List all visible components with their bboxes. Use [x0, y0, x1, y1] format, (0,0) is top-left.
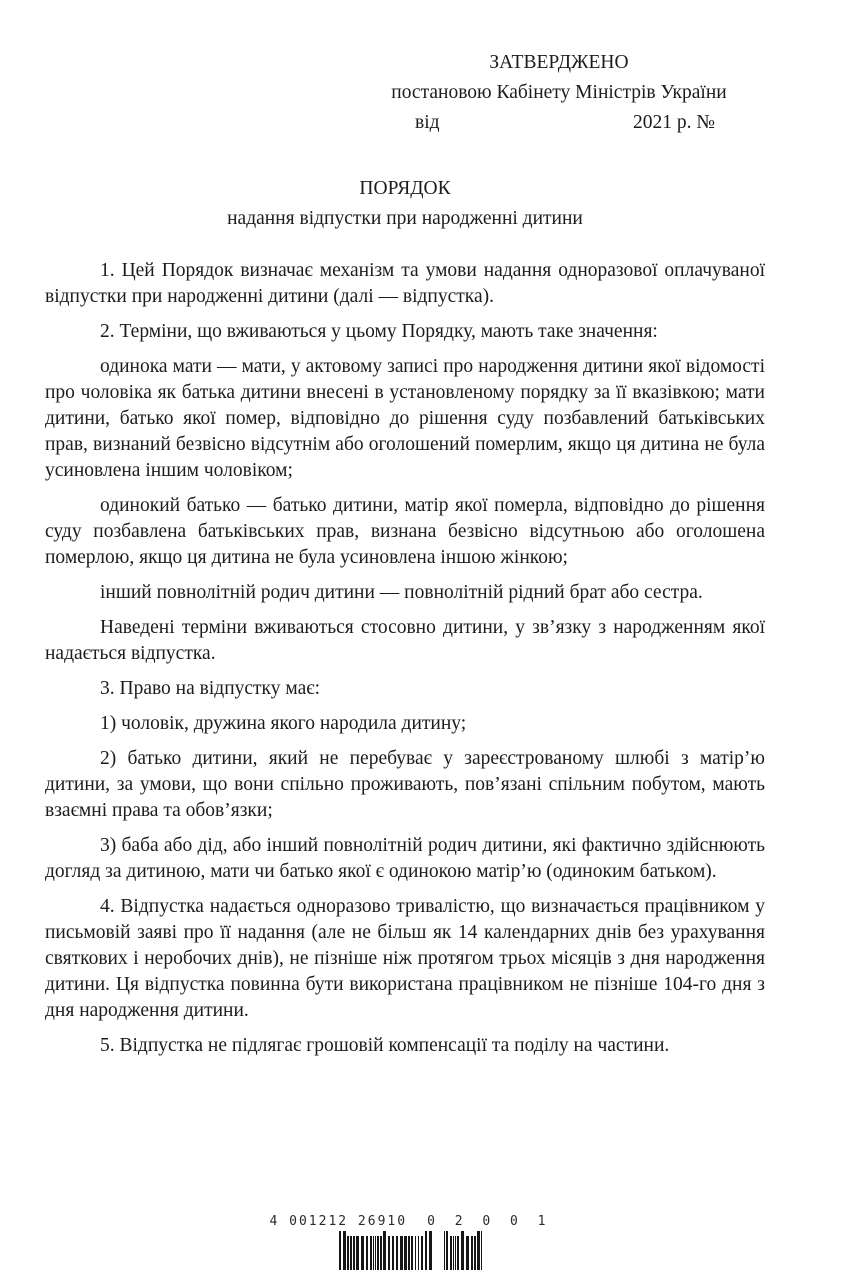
barcode-addon-digits: 0 2 0 0 1: [427, 1214, 552, 1229]
approval-from-label: від: [415, 112, 440, 133]
paragraph-8: 1) чоловік, дружина якого народила дитину;: [100, 713, 467, 734]
paragraph-11: 4. Відпустка надається одноразово тривалістю, що визначається працівником у письмовій заяві про її надання (але не більш як 14 календарних днів без урахування святкових і неробочих днів), не пізніше ніж протягом трьох місяців з дня народження дитини. Ця відпустка повинна бути використана працівником не пізніше 104-го дня з дня народження дитини.: [45, 896, 765, 1021]
title-subtitle: надання відпустки при народженні дитини: [227, 208, 583, 229]
approval-date-number: 2021 р. №: [633, 112, 715, 133]
paragraph-5: інший повнолітній родич дитини — повнолітній рідний брат або сестра.: [100, 582, 703, 603]
paragraph-3: одинока мати — мати, у актовому записі про народження дитини якої відомості про чоловіка як батька дитини внесені в установленому порядку за її вказівкою; мати дитини, батько якої помер, відповідно до рішення суду позбавлений батьківських прав, визнаний безвісно відсутнім або оголошений померлим, якщо ця дитина не була усиновлена іншим чоловіком;: [45, 356, 765, 481]
approval-authority-line: постановою Кабінету Міністрів України: [391, 82, 727, 103]
barcode: [0, 1214, 837, 1270]
paragraph-9: 2) батько дитини, який не перебуває у зареєстрованому шлюбі з матір’ю дитини, за умови, що вони спільно проживають, пов’язані спільним побутом, мають взаємні права та обов’язки;: [45, 748, 765, 821]
paragraph-7: 3. Право на відпустку має:: [100, 678, 321, 699]
paragraph-12: 5. Відпустка не підлягає грошовій компенсації та поділу на частини.: [100, 1035, 670, 1056]
barcode-main-bars: [339, 1231, 433, 1270]
document-title: [45, 174, 765, 234]
paragraph-1: 1. Цей Порядок визначає механізм та умови надання одноразової оплачуваної відпустки при народженні дитини (далі — відпустка).: [45, 260, 765, 307]
approval-approved-label: ЗАТВЕРДЖЕНО: [489, 52, 629, 73]
barcode-bars: [339, 1230, 483, 1270]
paragraph-4: одинокий батько — батько дитини, матір якої померла, відповідно до рішення суду позбавлена батьківських прав, визнана безвісно відсутньою або оголошена померлою, якщо ця дитина не була усиновлена іншою жінкою;: [45, 495, 765, 568]
title-word: ПОРЯДОК: [359, 178, 451, 199]
barcode-main-digits: 4 001212 26910: [269, 1214, 408, 1229]
paragraph-10: 3) баба або дід, або інший повнолітній родич дитини, які фактично здійснюють догляд за дитиною, мати чи батько якої є одинокою матір’ю (одиноким батьком).: [45, 835, 765, 882]
approval-block: [367, 48, 751, 138]
paragraph-2: 2. Терміни, що вживаються у цьому Порядку, мають таке значення:: [100, 321, 658, 342]
barcode-digits: [269, 1214, 551, 1229]
barcode-addon-bars: [444, 1231, 483, 1270]
paragraph-6: Наведені терміни вживаються стосовно дитини, у зв’язку з народженням якої надається відпустка.: [45, 617, 765, 664]
approval-date-line: [367, 108, 751, 138]
document-body: [45, 258, 765, 1059]
